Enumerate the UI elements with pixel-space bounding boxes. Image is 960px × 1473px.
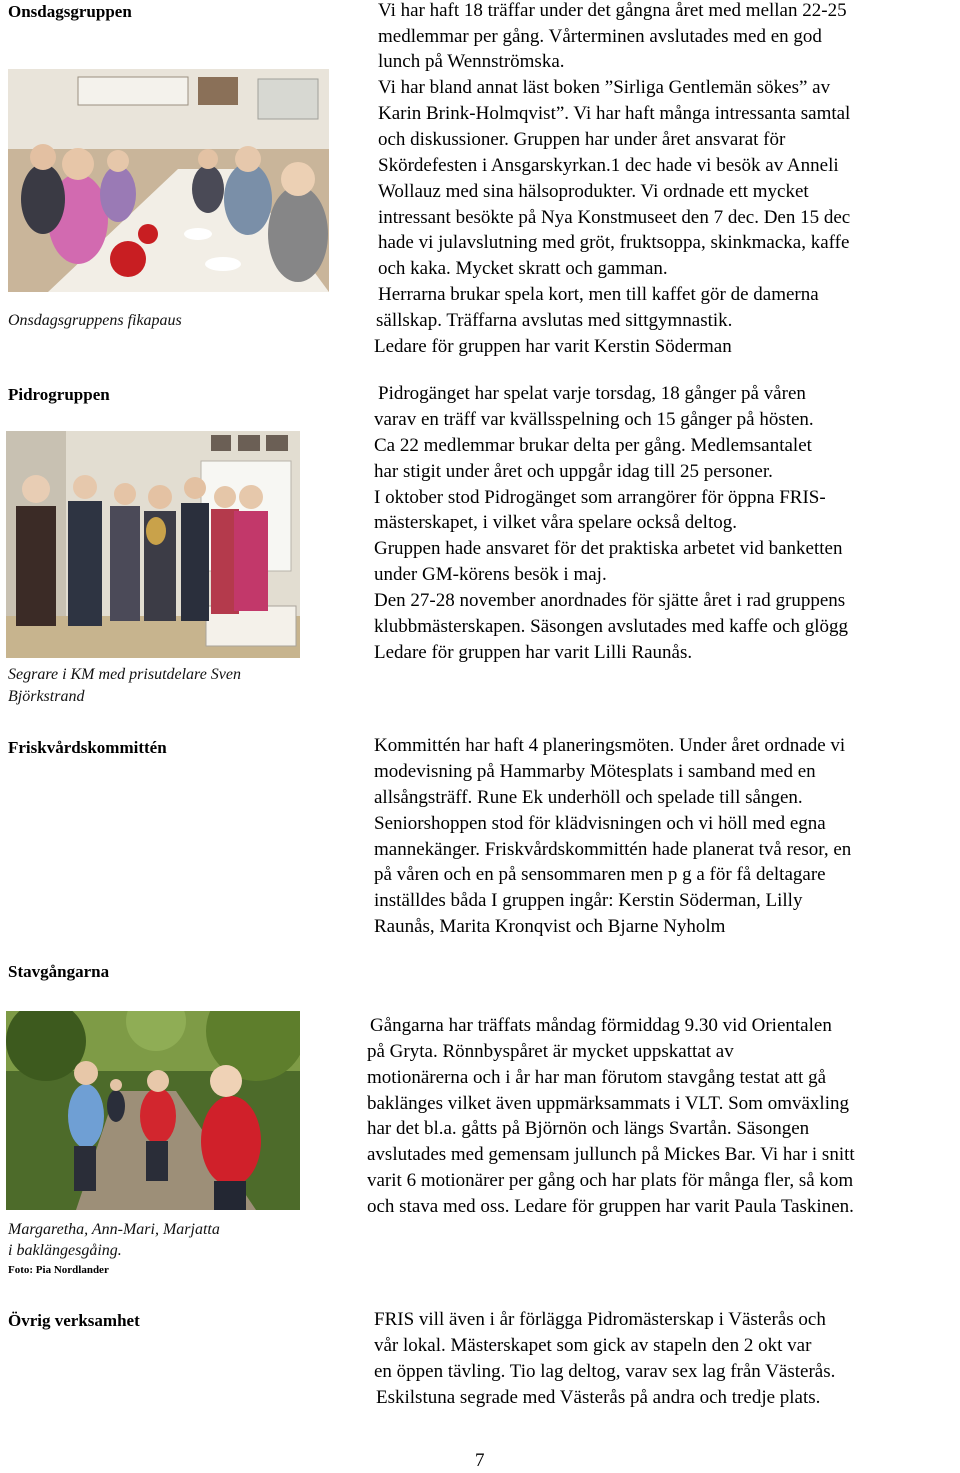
photo-stavgang: [6, 1011, 300, 1210]
text-line: Kommittén har haft 4 planeringsmöten. Under året ordnade vi: [374, 735, 846, 756]
text-line: Eskilstuna segrade med Västerås på andra och tredje plats.: [376, 1387, 821, 1408]
text-line: medlemmar per gång. Vårterminen avslutades med en god: [378, 26, 822, 47]
text-line: allsångsträff. Rune Ek underhöll och spelade till sången.: [374, 787, 803, 808]
text-line: mästerskapet, i vilket våra spelare också deltog.: [374, 512, 737, 533]
text-line: hade vi julavslutning med gröt, fruktsoppa, skinkmacka, kaffe: [378, 232, 850, 253]
heading-friskvardskommitten: Friskvårdskommittén: [8, 738, 167, 757]
page-number: 7: [475, 1450, 485, 1471]
text-line: Herrarna brukar spela kort, men till kaffet gör de damerna: [378, 284, 819, 305]
text-line: Wollauz med sina hälsoprodukter. Vi ordnade ett mycket: [378, 181, 809, 202]
text-line: klubbmästerskapen. Säsongen avslutades med kaffe och glögg: [374, 616, 849, 637]
heading-stavgangarna: Stavgångarna: [8, 962, 110, 981]
text-line: intressant besökte på Nya Konstmuseet den 7 dec. Den 15 dec: [378, 207, 851, 228]
text-line: och stava med oss. Ledare för gruppen har varit Paula Taskinen.: [367, 1196, 854, 1217]
text-line: varit 6 motionärer per gång och har plats för många fler, så kom: [367, 1170, 854, 1191]
text-line: Gruppen hade ansvaret för det praktiska arbetet vid banketten: [374, 538, 843, 559]
text-line: baklänges vilket även uppmärksammats i VLT. Som omväxling: [367, 1093, 849, 1114]
text-line: och diskussioner. Gruppen har under året ansvarat för: [378, 129, 786, 150]
text-line: Skördefesten i Ansgarskyrkan.1 dec hade vi besök av Anneli: [378, 155, 839, 176]
text-line: Seniorshoppen stod för klädvisningen och vi höll med egna: [374, 813, 826, 834]
text-line: avslutades med gemensam jullunch på Mickes Bar. Vi har i snitt: [367, 1144, 855, 1165]
photo-credit: Foto: Pia Nordlander: [8, 1264, 109, 1276]
caption-stavgang-line2: i baklängesgåing.: [8, 1242, 122, 1259]
text-line: vår lokal. Mästerskapet som gick av stapeln den 2 okt var: [374, 1335, 812, 1356]
text-line: inställdes båda I gruppen ingår: Kerstin Söderman, Lilly: [374, 890, 803, 911]
text-line: Raunås, Marita Kronqvist och Bjarne Nyholm: [374, 916, 726, 937]
text-line: har stigit under året och uppgår idag till 25 personer.: [374, 461, 773, 482]
text-line: sällskap. Träffarna avslutas med sittgymnastik.: [376, 310, 733, 331]
caption-pidro-line1: Segrare i KM med prisutdelare Sven: [8, 666, 241, 683]
photo-fikapaus: [8, 69, 329, 292]
text-line: Pidrogänget har spelat varje torsdag, 18 gånger på våren: [378, 383, 806, 404]
heading-pidrogruppen: Pidrogruppen: [8, 385, 110, 404]
text-line: Vi har haft 18 träffar under det gångna året med mellan 22-25: [378, 0, 847, 21]
text-line: Karin Brink-Holmqvist”. Vi har haft många intressanta samtal: [378, 103, 851, 124]
caption-stavgang-line1: Margaretha, Ann-Mari, Marjatta: [8, 1221, 220, 1238]
text-line: Gångarna har träffats måndag förmiddag 9.30 vid Orientalen: [370, 1015, 832, 1036]
text-line: varav en träff var kvällsspelning och 15 gånger på hösten.: [374, 409, 814, 430]
heading-ovrig-verksamhet: Övrig verksamhet: [8, 1311, 140, 1330]
text-line: Vi har bland annat läst boken ”Sirliga Gentlemän sökes” av: [378, 77, 831, 98]
heading-onsdagsgruppen: Onsdagsgruppen: [8, 2, 132, 21]
caption-fikapaus: Onsdagsgruppens fikapaus: [8, 312, 182, 329]
text-line: Den 27-28 november anordnades för sjätte året i rad gruppens: [374, 590, 846, 611]
text-line: på Gryta. Rönnbyspåret är mycket uppskattat av: [367, 1041, 734, 1062]
text-line: under GM-körens besök i maj.: [374, 564, 607, 585]
photo-pidro-segrare: [6, 431, 300, 658]
text-line: Ledare för gruppen har varit Lilli Raunås.: [374, 642, 693, 663]
text-line: och kaka. Mycket skratt och gamman.: [378, 258, 668, 279]
text-line: lunch på Wennströmska.: [378, 51, 565, 72]
caption-pidro-line2: Björkstrand: [8, 688, 85, 705]
text-line: Ca 22 medlemmar brukar delta per gång. Medlemsantalet: [374, 435, 812, 456]
text-line: en öppen tävling. Tio lag deltog, varav sex lag från Västerås.: [374, 1361, 836, 1382]
text-line: har det bl.a. gåtts på Björnön och längs Svartån. Säsongen: [367, 1118, 810, 1139]
text-line: på våren och en på sensommaren men p g a för få deltagare: [374, 864, 826, 885]
text-line: I oktober stod Pidrogänget som arrangörer för öppna FRIS-: [374, 487, 826, 508]
text-line: Ledare för gruppen har varit Kerstin Söderman: [374, 336, 732, 357]
text-line: mannekänger. Friskvårdskommittén hade planerat två resor, en: [374, 839, 852, 860]
text-line: FRIS vill även i år förlägga Pidromästerskap i Västerås och: [374, 1309, 826, 1330]
text-line: motionärerna och i år har man förutom stavgång testat att gå: [367, 1067, 827, 1088]
text-line: modevisning på Hammarby Mötesplats i samband med en: [374, 761, 816, 782]
